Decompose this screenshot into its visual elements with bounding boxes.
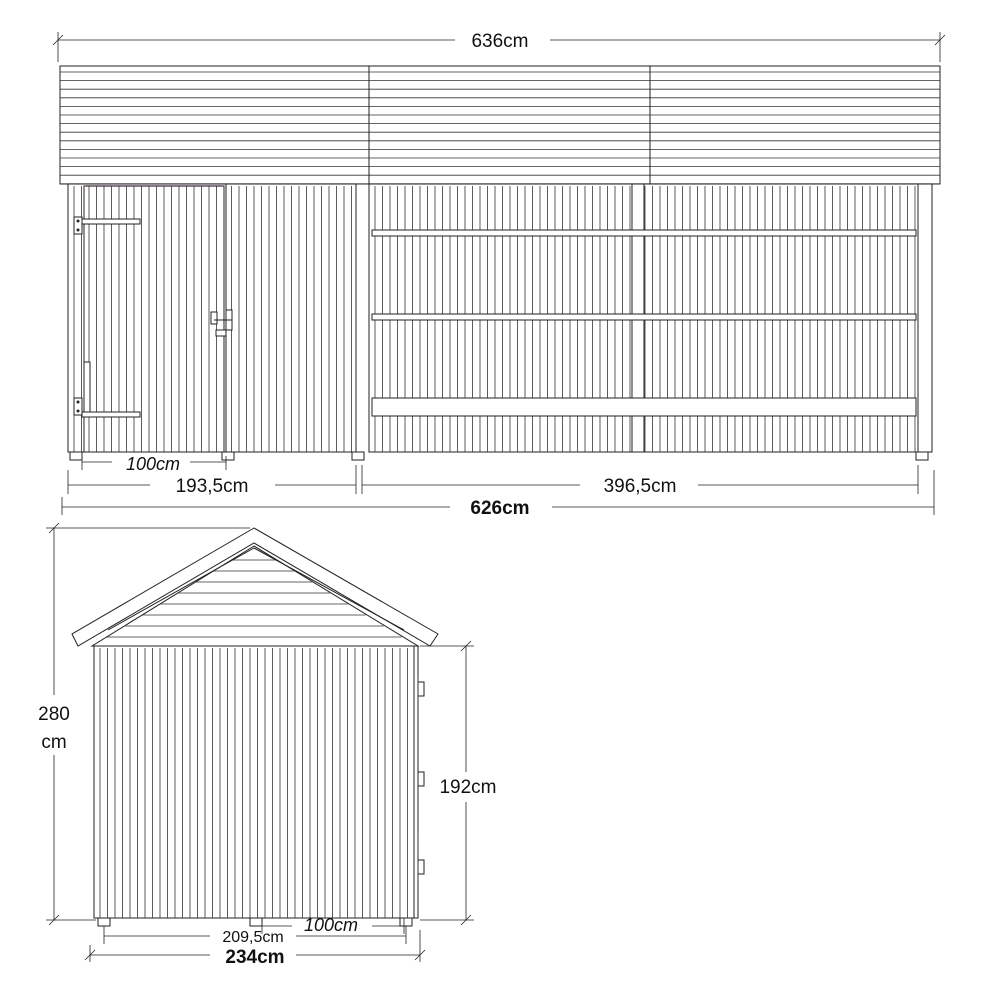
dim-label-door-front: 100cm	[125, 454, 181, 474]
front-roof	[60, 66, 940, 184]
side-wall	[94, 646, 424, 926]
dim-label-height-cm: cm	[41, 732, 67, 753]
shed-body	[68, 184, 364, 460]
dimension-193	[68, 465, 356, 497]
dimension-100-front	[82, 454, 226, 474]
carport-rail	[372, 230, 916, 236]
carport-rail	[372, 314, 916, 320]
dim-label-total-width: 234cm	[225, 947, 285, 968]
dim-label-total-base: 626cm	[470, 498, 530, 519]
dimension-209	[104, 926, 406, 946]
dim-label-wall-height: 192cm	[439, 777, 497, 798]
dim-label-inner-width: 209,5cm	[222, 929, 284, 946]
dim-label-636: 636cm	[471, 31, 529, 52]
dimension-636	[53, 31, 945, 62]
side-view	[38, 523, 496, 968]
carport-rail	[372, 398, 916, 416]
front-view	[53, 31, 945, 519]
gable-roof	[72, 528, 438, 646]
dimension-396	[362, 465, 918, 497]
dim-label-carport: 396,5cm	[603, 476, 677, 497]
dimension-192	[420, 641, 497, 925]
dim-label-shed: 193,5cm	[175, 476, 249, 497]
dim-label-height-280: 280	[38, 704, 70, 725]
dim-label-door-side: 100cm	[303, 915, 359, 935]
carport	[369, 184, 932, 460]
